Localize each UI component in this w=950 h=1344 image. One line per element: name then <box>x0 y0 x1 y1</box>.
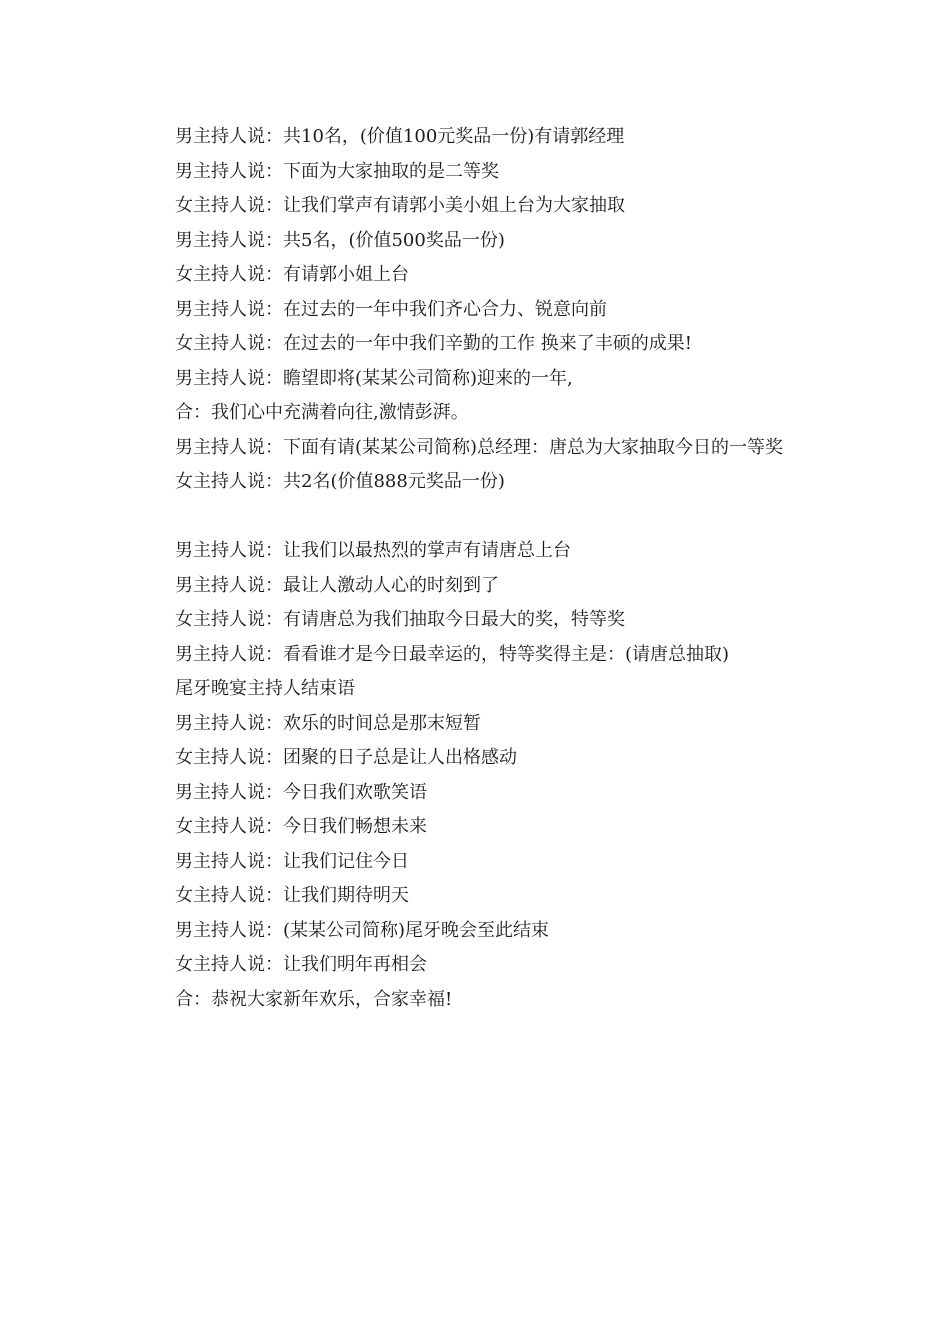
paragraph-line: 合：恭祝大家新年欢乐，合家幸福! <box>175 988 453 1010</box>
paragraph-line: 男主持人说：今日我们欢歌笑语 <box>175 781 427 803</box>
paragraph-line: 男主持人说：最让人激动人心的时刻到了 <box>175 574 499 596</box>
paragraph-line: 男主持人说：共5名，(价值500奖品一份) <box>175 229 505 251</box>
paragraph-line: 女主持人说：共2名(价值888元奖品一份) <box>175 471 505 492</box>
paragraph-line: 男主持人说：让我们以最热烈的掌声有请唐总上台 <box>175 540 571 561</box>
paragraph-line: 女主持人说：团聚的日子总是让人出格感动 <box>175 747 517 768</box>
blank-line <box>145 500 810 535</box>
paragraph-line: 男主持人说：下面为大家抽取的是二等奖 <box>175 160 499 182</box>
paragraph-line: 男主持人说：看看谁才是今日最幸运的，特等奖得主是：(请唐总抽取) <box>175 643 730 665</box>
paragraph-line: 女主持人说：有请唐总为我们抽取今日最大的奖，特等奖 <box>175 609 625 630</box>
paragraph-line: 男主持人说：瞻望即将(某某公司简称)迎来的一年, <box>175 367 573 389</box>
paragraph-line: 男主持人说：(某某公司简称)尾牙晚会至此结束 <box>175 919 550 941</box>
paragraph-line: 女主持人说：让我们明年再相会 <box>175 954 427 975</box>
paragraph-line: 女主持人说：今日我们畅想未来 <box>175 816 427 837</box>
paragraph-line: 男主持人说：让我们记住今日 <box>175 850 409 872</box>
paragraph-line: 女主持人说：在过去的一年中我们辛勤的工作 换来了丰硕的成果! <box>175 333 692 354</box>
document-body <box>145 120 810 1017</box>
paragraph-line: 男主持人说：共10名，(价值100元奖品一份)有请郭经理 <box>175 126 625 147</box>
paragraph-line: 女主持人说：让我们期待明天 <box>175 885 409 906</box>
paragraph-line: 男主持人说：欢乐的时间总是那末短暂 <box>175 712 481 734</box>
paragraph-line: 男主持人说：在过去的一年中我们齐心合力、锐意向前 <box>175 298 607 320</box>
section-heading: 尾牙晚宴主持人结束语 <box>175 678 355 699</box>
paragraph-line-wrapped: 男主持人说：下面有请(某某公司简称)总经理：唐总为大家抽取今日的一等奖 <box>175 436 784 458</box>
paragraph-line: 合：我们心中充满着向往,激情彭湃。 <box>175 402 469 423</box>
paragraph-line: 女主持人说：让我们掌声有请郭小美小姐上台为大家抽取 <box>175 195 625 216</box>
paragraph-line: 女主持人说：有请郭小姐上台 <box>175 264 409 285</box>
